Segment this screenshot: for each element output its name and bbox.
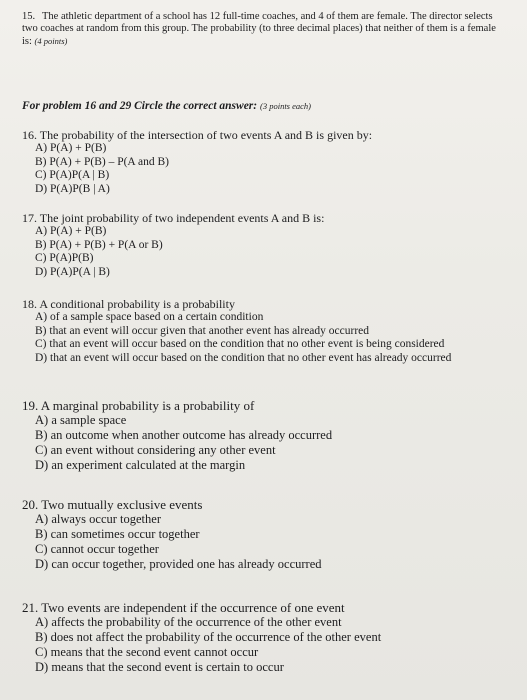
question-20-option-c[interactable]: C) cannot occur together	[35, 542, 159, 556]
question-19-option-c[interactable]: C) an event without considering any other event	[35, 443, 276, 457]
question-17-option-c[interactable]: C) P(A)P(B)	[35, 252, 94, 264]
question-19-option-d[interactable]: D) an experiment calculated at the margin	[35, 458, 246, 472]
question-15	[22, 11, 502, 48]
question-15-number: 15.	[22, 11, 36, 22]
question-18-stem: 18. A conditional probability is a probability	[22, 297, 235, 311]
question-16-option-d[interactable]: D) P(A)P(B | A)	[35, 182, 110, 195]
question-20	[22, 497, 512, 572]
question-19-option-b[interactable]: B) an outcome when another outcome has already occurred	[35, 428, 333, 442]
question-21-option-b[interactable]: B) does not affect the probability of the occurrence of the other event	[35, 630, 382, 644]
question-16-option-c[interactable]: C) P(A)P(A | B)	[35, 169, 110, 181]
question-21	[22, 600, 512, 675]
question-15-points: (4 points)	[34, 36, 68, 46]
question-19-option-a[interactable]: A) a sample space	[35, 413, 127, 427]
question-17-option-d[interactable]: D) P(A)P(A | B)	[35, 265, 110, 278]
question-15-text: The athletic department of a school has 12 full-time coaches, and 4 of them are female. The director selects two coaches at random from this group. The probability (to three decimal places) that neither of them is a female is:	[22, 11, 496, 47]
question-17-stem: 17. The joint probability of two independent events A and B is:	[22, 211, 325, 225]
instructions	[22, 100, 311, 112]
question-20-option-b[interactable]: B) can sometimes occur together	[35, 527, 200, 541]
question-21-option-c[interactable]: C) means that the second event cannot occur	[35, 645, 259, 659]
question-21-stem: 21. Two events are independent if the occurrence of one event	[22, 600, 345, 615]
instructions-text: For problem 16 and 29 Circle the correct answer:	[22, 100, 260, 112]
question-17	[22, 211, 512, 279]
question-16-option-b[interactable]: B) P(A) + P(B) – P(A and B)	[35, 155, 169, 168]
question-16-option-a[interactable]: A) P(A) + P(B)	[35, 142, 107, 154]
question-19-stem: 19. A marginal probability is a probability of	[22, 398, 255, 413]
question-19	[22, 398, 512, 473]
question-20-option-d[interactable]: D) can occur together, provided one has already occurred	[35, 557, 322, 571]
question-18	[22, 297, 512, 365]
question-18-option-d[interactable]: D) that an event will occur based on the condition that no other event has already occurred	[35, 351, 452, 364]
question-20-stem: 20. Two mutually exclusive events	[22, 497, 203, 512]
question-18-option-c[interactable]: C) that an event will occur based on the condition that no other event is being considered	[35, 338, 445, 350]
question-16	[22, 128, 512, 196]
question-21-option-a[interactable]: A) affects the probability of the occurrence of the other event	[35, 615, 342, 629]
question-18-option-a[interactable]: A) of a sample space based on a certain condition	[35, 311, 264, 323]
question-20-option-a[interactable]: A) always occur together	[35, 512, 161, 526]
question-16-stem: 16. The probability of the intersection of two events A and B is given by:	[22, 128, 373, 142]
question-18-option-b[interactable]: B) that an event will occur given that another event has already occurred	[35, 324, 369, 337]
instructions-points: (3 points each)	[260, 101, 311, 111]
question-21-option-d[interactable]: D) means that the second event is certain to occur	[35, 660, 284, 674]
question-17-option-b[interactable]: B) P(A) + P(B) + P(A or B)	[35, 238, 163, 251]
question-17-option-a[interactable]: A) P(A) + P(B)	[35, 225, 107, 237]
